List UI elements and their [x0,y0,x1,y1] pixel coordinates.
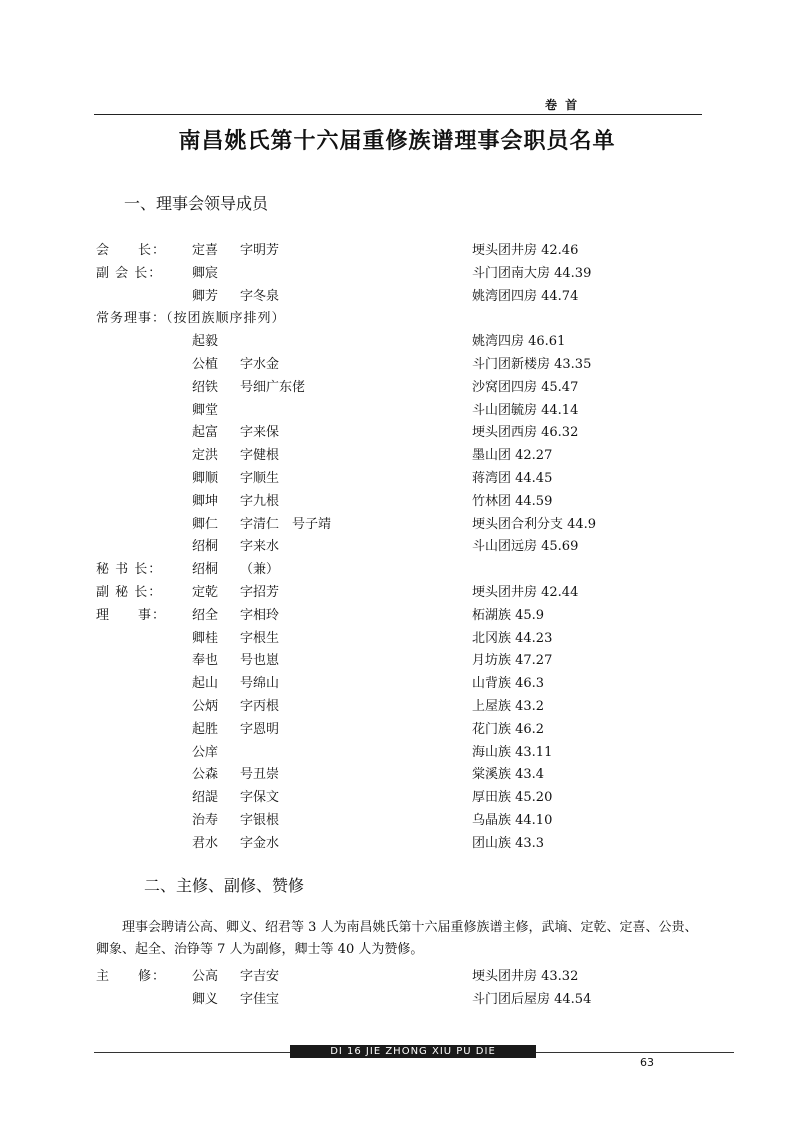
person-alias: 字保文 [240,790,280,806]
person-name: 卿芳 [192,288,219,304]
list-row [0,695,794,717]
person-alias: 字根生 [240,630,280,646]
list-row [0,399,794,421]
person-name: 卿坤 [192,493,219,509]
section-heading-editors: 二、主修、副修、赞修 [144,876,305,895]
branch-location: 山背族 46.3 [472,676,545,692]
person-name: 定乾 [192,585,219,600]
list-row [0,581,794,603]
person-alias: 号细广东佬 [240,379,306,395]
person-name: 起胜 [192,721,219,737]
person-alias: 字吉安 [240,969,280,984]
branch-location: 埂头团井房 42.44 [472,585,579,600]
header-rule [94,114,702,115]
person-alias: 字九根 [240,493,280,509]
role-label: 秘 书 长： [96,562,163,578]
person-alias: 字来水 [240,539,280,555]
list-row [0,330,794,352]
list-row [0,376,794,398]
role-label: 副 秘 长： [96,585,163,600]
person-name: 绍諟 [192,790,219,806]
person-name: 绍铁 [192,379,219,395]
person-alias: 号绵山 [240,676,280,692]
page-title: 南昌姚氏第十六届重修族谱理事会职员名单 [178,129,616,154]
list-row [0,604,794,626]
branch-location: 墨山团 42.27 [472,448,553,464]
role-label: 副 会 长： [96,265,163,281]
branch-location: 埂头团合利分支 44.9 [472,516,597,532]
branch-location: 姚湾四房 46.61 [472,334,566,350]
list-row [0,672,794,694]
list-row [0,307,794,329]
branch-location: 北冈族 44.23 [472,630,553,646]
person-name: 绍桐 [192,539,219,555]
branch-location: 花门族 46.2 [472,721,545,737]
person-alias: 字来保 [240,425,280,441]
person-alias: （兼） [240,562,280,578]
branch-location: 沙窝团四房 45.47 [472,379,579,395]
person-name: 奉也 [192,653,219,669]
list-row [0,535,794,557]
list-row [0,786,794,808]
list-row [0,490,794,512]
person-alias: 字丙根 [240,699,280,714]
branch-location: 埂头团井房 43.32 [472,969,579,984]
footer-band: DI 16 JIE ZHONG XIU PU DIE [290,1045,536,1058]
branch-location: 斗门团南大房 44.39 [472,265,592,281]
person-alias: 字银根 [240,813,280,828]
running-header: 卷 首 [545,98,580,112]
person-alias: 字水金 [240,357,280,372]
role-label: 理 事： [96,607,167,623]
person-alias: 字金水 [240,835,280,851]
list-row [0,558,794,580]
person-name: 起山 [192,676,219,692]
person-name: 绍全 [192,607,219,623]
list-row [0,467,794,489]
person-alias: 号也崽 [240,653,280,669]
list-row [0,627,794,649]
person-alias: 字明芳 [240,243,280,258]
branch-location: 棠溪族 43.4 [472,767,545,783]
list-row [0,741,794,763]
list-row [0,988,794,1010]
branch-location: 柘湖族 45.9 [472,607,545,623]
branch-location: 厚田族 45.20 [472,790,553,806]
person-name: 卿堂 [192,402,219,418]
person-name: 卿桂 [192,630,219,646]
person-name: 绍桐 [192,562,219,578]
person-name: 公植 [192,357,219,372]
person-alias: 字顺生 [240,471,280,486]
list-row [0,965,794,987]
page-number: 63 [640,1056,654,1069]
role-label: 会 长： [96,243,167,258]
branch-location: 姚湾团四房 44.74 [472,288,579,304]
person-name: 君水 [192,835,219,851]
person-name: 治寿 [192,813,219,828]
branch-location: 海山族 43.11 [472,744,553,760]
role-label: 主 修： [96,969,167,984]
branch-location: 上屋族 43.2 [472,699,545,714]
branch-location: 乌晶族 44.10 [472,813,553,828]
editors-paragraph: 理事会聘请公高、卿义、绍君等 3 人为南昌姚氏第十六届重修族谱主修，武墒、定乾、定喜、公贵、卿象、起全、治铮等 7 人为副修，卿士等 40 人为赞修。 [96,920,698,957]
person-name: 公庠 [192,744,219,760]
branch-location: 蒋湾团 44.45 [472,471,553,486]
person-name: 卿仁 [192,516,219,532]
person-alias: 字健根 [240,448,280,464]
person-name: 定喜 [192,243,219,258]
person-name: 起毅 [192,334,219,350]
person-alias: 字相玲 [240,607,280,623]
person-name: 卿顺 [192,471,219,486]
role-label: 常务理事：（按团族顺序排列） [96,311,286,327]
branch-location: 团山族 43.3 [472,835,545,851]
list-row [0,649,794,671]
list-row [0,353,794,375]
person-name: 定洪 [192,448,219,464]
list-row [0,421,794,443]
list-row [0,444,794,466]
list-row [0,832,794,854]
branch-location: 埂头团井房 42.46 [472,243,579,258]
person-alias: 字招芳 [240,585,280,600]
list-row [0,513,794,535]
branch-location: 斗山团远房 45.69 [472,539,579,555]
list-row [0,285,794,307]
person-name: 起富 [192,425,219,441]
person-name: 公炳 [192,699,219,714]
branch-location: 埂头团西房 46.32 [472,425,579,441]
person-alias: 号丑崇 [240,767,280,783]
list-row [0,809,794,831]
list-row [0,262,794,284]
person-alias: 字佳宝 [240,992,280,1007]
branch-location: 斗门团后屋房 44.54 [472,992,592,1007]
person-name: 公高 [192,969,219,984]
person-alias: 字恩明 [240,721,280,737]
branch-location: 斗门团新楼房 43.35 [472,357,592,372]
list-row [0,763,794,785]
person-name: 卿义 [192,992,219,1007]
person-alias: 字冬泉 [240,288,280,304]
person-name: 卿宸 [192,265,219,281]
person-name: 公森 [192,767,219,783]
branch-location: 斗山团毓房 44.14 [472,402,579,418]
list-row [0,239,794,261]
section-heading-leadership: 一、理事会领导成员 [124,194,269,213]
person-alias: 字清仁 号子靖 [240,516,332,532]
list-row [0,718,794,740]
branch-location: 竹林团 44.59 [472,493,553,509]
branch-location: 月坊族 47.27 [472,653,553,669]
